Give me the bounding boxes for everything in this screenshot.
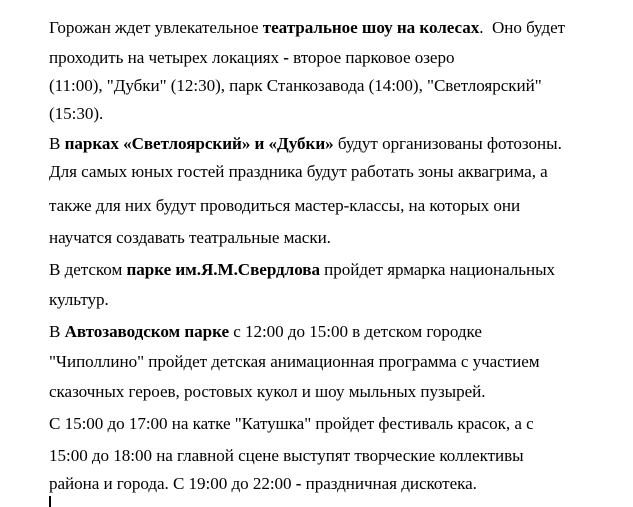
text-run: В <box>49 134 65 153</box>
text-run: района и города. С 19:00 до 22:00 <box>49 474 296 493</box>
text-run: научатся создавать театральные маски. <box>49 228 331 247</box>
text-run: сказочных героев, ростовых кукол и шоу мыльных пузырей. <box>49 382 486 401</box>
bold-text-run: - <box>283 48 289 67</box>
text-run: В <box>49 322 65 341</box>
text-run: пройдет ярмарка национальных <box>319 260 556 279</box>
bold-text-run: Автозаводском парке <box>64 322 229 341</box>
paragraph-5-line-2[interactable] <box>49 446 524 466</box>
paragraph-2-line-4[interactable] <box>49 228 331 248</box>
bold-text-run: парках «Светлоярский» и «Дубки» <box>64 134 334 153</box>
paragraph-4-line-3[interactable] <box>49 382 485 402</box>
text-run: "Чиполлино" пройдет детская анимационная программа с участием <box>49 352 540 371</box>
text-run: будут организованы фотозоны. <box>333 134 562 153</box>
text-run: с 12:00 до 15:00 в детском городке <box>229 322 482 341</box>
text-run: культур. <box>49 290 109 309</box>
paragraph-2-line-1[interactable] <box>49 134 562 154</box>
paragraph-3-line-2[interactable] <box>49 290 109 310</box>
paragraph-2-line-2[interactable] <box>49 162 548 182</box>
bold-text-run: - <box>295 474 302 493</box>
paragraph-1-line-2[interactable] <box>49 48 454 68</box>
text-run: (15:30). <box>49 104 104 123</box>
paragraph-5-line-1[interactable] <box>49 414 534 434</box>
text-run: проходить на четырех локациях <box>49 48 284 67</box>
text-run: праздничная дискотека. <box>301 474 477 493</box>
text-run: . Оно будет <box>479 18 566 37</box>
bold-text-run: парке им.Я.М.Свердлова <box>126 260 320 279</box>
text-cursor <box>49 496 51 507</box>
paragraph-5-line-3[interactable] <box>49 474 477 494</box>
paragraph-1-line-4[interactable] <box>49 104 103 124</box>
paragraph-1-line-3[interactable] <box>49 76 542 96</box>
paragraph-4-line-1[interactable] <box>49 322 482 342</box>
text-run: Для самых юных гостей праздника будут работать зоны аквагрима, а <box>49 162 548 181</box>
text-run: также для них будут проводиться мастер-классы, на которых они <box>49 196 521 215</box>
paragraph-1-line-1[interactable] <box>49 18 565 38</box>
bold-text-run: театральное шоу на колесах <box>262 18 480 37</box>
text-run: 15:00 до 18:00 на главной сцене выступят творческие коллективы <box>49 446 524 465</box>
text-run: С 15:00 до 17:00 на катке "Катушка" пройдет фестиваль красок, а с <box>49 414 534 433</box>
text-run: (11:00), "Дубки" (12:30), парк Станкозавода (14:00), "Светлоярский" <box>49 76 542 95</box>
paragraph-4-line-2[interactable] <box>49 352 540 372</box>
text-run: В детском <box>49 260 127 279</box>
text-run: второе парковое озеро <box>288 48 455 67</box>
paragraph-2-line-3[interactable] <box>49 196 520 216</box>
paragraph-3-line-1[interactable] <box>49 260 555 280</box>
text-run: Горожан ждет увлекательное <box>49 18 263 37</box>
